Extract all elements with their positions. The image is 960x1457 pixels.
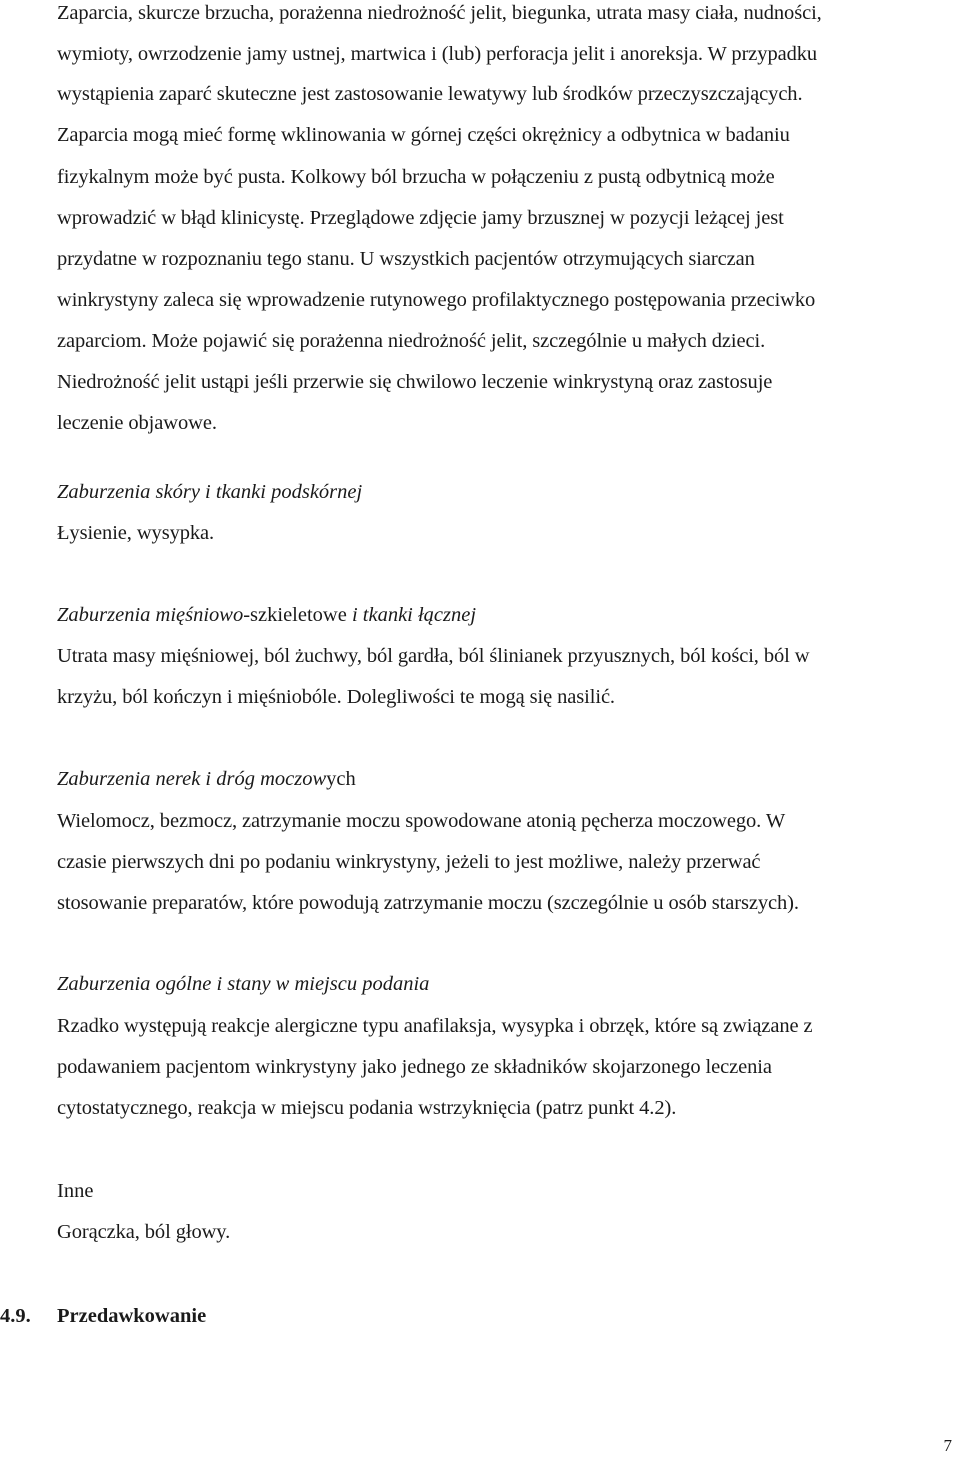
text-line: stosowanie preparatów, które powodują zatrzymanie moczu (szczególnie u osób starszych). xyxy=(57,892,799,914)
text-line: Łysienie, wysypka. xyxy=(57,522,215,544)
section-heading xyxy=(57,769,356,790)
heading-text-regular: ych xyxy=(326,768,356,790)
section-number: 4.9. xyxy=(0,1305,31,1327)
text-line: winkrystyny zaleca się wprowadzenie rutynowego profilaktycznego postępowania przeciwko xyxy=(57,289,816,311)
heading-text: Zaburzenia ogólne i stany w miejscu podania xyxy=(57,973,430,995)
text-line: fizykalnym może być pusta. Kolkowy ból brzucha w połączeniu z pustą odbytnicą może xyxy=(57,166,775,188)
text-line: czasie pierwszych dni po podaniu winkrystyny, jeżeli to jest możliwe, należy przerwać xyxy=(57,851,761,873)
heading-text-italic: i tkanki łącznej xyxy=(346,604,477,626)
section-heading xyxy=(57,974,429,995)
text-line: zaparciom. Może pojawić się porażenna niedrożność jelit, szczególnie u małych dzieci. xyxy=(57,330,766,352)
section-heading xyxy=(57,605,476,626)
heading-text-italic: Zaburzenia mięśniowo xyxy=(57,604,244,626)
text-line: przydatne w rozpoznaniu tego stanu. U wszystkich pacjentów otrzymujących siarczan xyxy=(57,248,755,270)
text-line: Zaparcia, skurcze brzucha, porażenna niedrożność jelit, biegunka, utrata masy ciała, nudności, xyxy=(57,2,822,24)
text-line: Utrata masy mięśniowej, ból żuchwy, ból gardła, ból ślinianek przyusznych, ból kości, ból w xyxy=(57,645,810,667)
text-line: Niedrożność jelit ustąpi jeśli przerwie się chwilowo leczenie winkrystyną oraz zastosuje xyxy=(57,371,773,393)
text-line: Zaparcia mogą mieć formę wklinowania w górnej części okrężnicy a odbytnica w badaniu xyxy=(57,124,790,146)
page-number: 7 xyxy=(943,1436,952,1455)
text-line: leczenie objawowe. xyxy=(57,412,217,434)
text-line: Rzadko występują reakcje alergiczne typu anafilaksja, wysypka i obrzęk, które są związane z xyxy=(57,1015,813,1037)
text-line: wymioty, owrzodzenie jamy ustnej, martwica i (lub) perforacja jelit i anoreksja. W przypadku xyxy=(57,43,818,65)
heading-text: Zaburzenia skóry i tkanki podskórnej xyxy=(57,481,363,503)
text-line: wystąpienia zaparć skuteczne jest zastosowanie lewatywy lub środków przeczyszczających. xyxy=(57,83,803,105)
text-line: krzyżu, ból kończyn i mięśniobóle. Dolegliwości te mogą się nasilić. xyxy=(57,686,615,708)
text-line: podawaniem pacjentom winkrystyny jako jednego ze składników skojarzonego leczenia xyxy=(57,1056,772,1078)
heading-text: Inne xyxy=(57,1180,94,1202)
heading-text-regular: -szkieletowe xyxy=(243,604,347,626)
heading-text-italic: Zaburzenia nerek i dróg moczow xyxy=(57,768,327,790)
text-line: wprowadzić w błąd klinicystę. Przeglądowe zdjęcie jamy brzusznej w pozycji leżącej jest xyxy=(57,207,784,229)
section-heading xyxy=(57,1181,93,1202)
section-heading xyxy=(57,482,362,503)
text-line: cytostatycznego, reakcja w miejscu podania wstrzyknięcia (patrz punkt 4.2). xyxy=(57,1097,677,1119)
text-line: Wielomocz, bezmocz, zatrzymanie moczu spowodowane atonią pęcherza moczowego. W xyxy=(57,810,786,832)
text-line: Gorączka, ból głowy. xyxy=(57,1221,231,1243)
section-title: Przedawkowanie xyxy=(57,1305,207,1327)
